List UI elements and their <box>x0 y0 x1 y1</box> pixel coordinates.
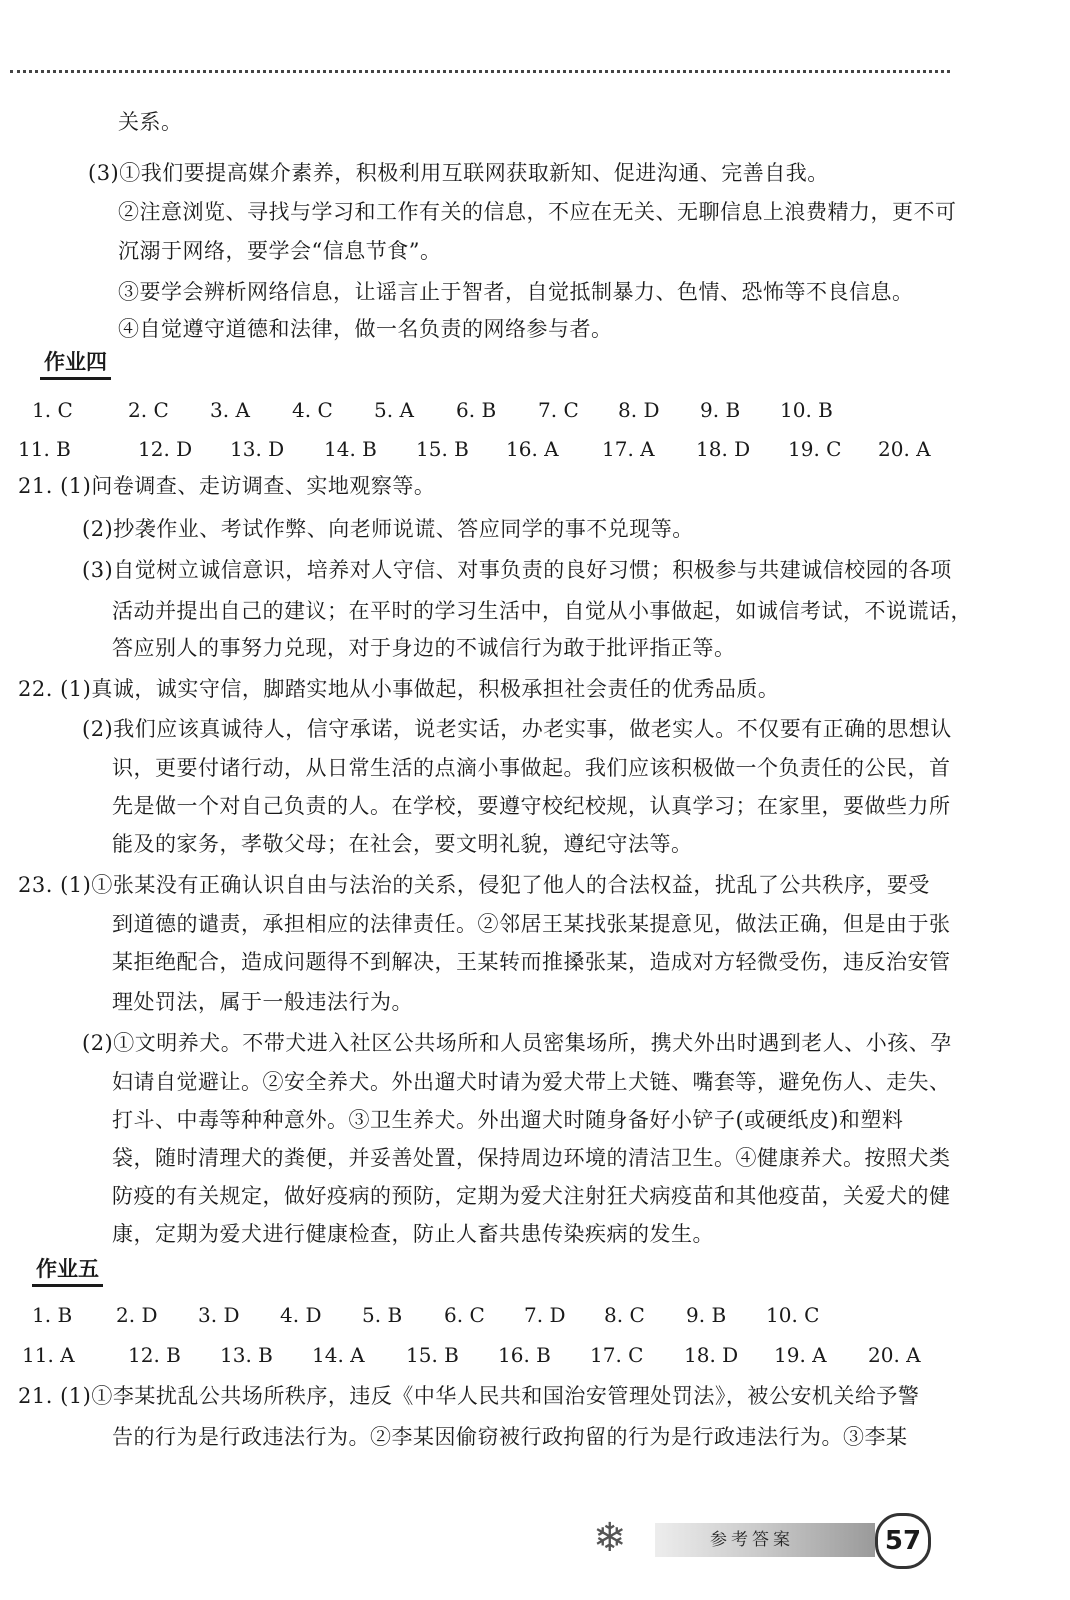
answer-item: 15. B <box>406 1343 459 1367</box>
snowflake-icon: ❄ <box>593 1515 627 1561</box>
text-line: 23. (1)①张某没有正确认识自由与法治的关系，侵犯了他人的合法权益，扰乱了公共秩序，要受 <box>18 873 930 897</box>
answer-item: 13. D <box>230 437 285 461</box>
answer-item: 17. C <box>590 1343 644 1367</box>
answer-item: 12. D <box>138 437 193 461</box>
answer-item: 2. C <box>128 398 169 422</box>
text-line: 答应别人的事努力兑现，对于身边的不诚信行为敢于批评指正等。 <box>112 636 736 660</box>
answer-row <box>30 393 950 427</box>
answer-item: 11. A <box>22 1343 75 1367</box>
text-line: 康，定期为爱犬进行健康检查，防止人畜共患传染疾病的发生。 <box>112 1222 714 1246</box>
answer-item: 15. B <box>416 437 469 461</box>
text-line: 22. (1)真诚，诚实守信，脚踏实地从小事做起，积极承担社会责任的优秀品质。 <box>18 677 780 701</box>
text-line: 沉溺于网络，要学会“信息节食”。 <box>118 239 442 263</box>
answer-item: 10. B <box>780 398 833 422</box>
answer-item: 18. D <box>696 437 751 461</box>
text-line: 防疫的有关规定，做好疫病的预防，定期为爱犬注射狂犬病疫苗和其他疫苗，关爱犬的健 <box>112 1184 951 1208</box>
answer-item: 9. B <box>700 398 741 422</box>
answer-item: 7. C <box>538 398 579 422</box>
text-line: 能及的家务，孝敬父母；在社会，要文明礼貌，遵纪守法等。 <box>112 832 693 856</box>
page-number: 57 <box>875 1513 931 1569</box>
answer-item: 1. B <box>32 1303 73 1327</box>
answer-item: 17. A <box>602 437 655 461</box>
text-line: ②注意浏览、寻找与学习和工作有关的信息，不应在无关、无聊信息上浪费精力，更不可 <box>118 200 957 224</box>
answer-item: 6. B <box>456 398 497 422</box>
answer-item: 11. B <box>18 437 71 461</box>
answer-item: 20. A <box>878 437 931 461</box>
answer-item: 12. B <box>128 1343 181 1367</box>
section-heading-hw4: 作业四 <box>40 347 111 380</box>
answer-item: 14. A <box>312 1343 365 1367</box>
text-line: 关系。 <box>118 110 183 134</box>
text-line: 妇请自觉避让。②安全养犬。外出遛犬时请为爱犬带上犬链、嘴套等，避免伤人、走失、 <box>112 1070 951 1094</box>
text-line: 21. (1)①李某扰乱公共场所秩序，违反《中华人民共和国治安管理处罚法》，被公安机关给予警 <box>18 1384 920 1408</box>
answer-item: 10. C <box>766 1303 820 1327</box>
text-line: 先是做一个对自己负责的人。在学校，要遵守校纪校规，认真学习；在家里，要做些力所 <box>112 794 951 818</box>
answer-item: 20. A <box>868 1343 921 1367</box>
answer-item: 8. C <box>604 1303 645 1327</box>
answer-item: 19. A <box>774 1343 827 1367</box>
answer-item: 5. B <box>362 1303 403 1327</box>
answer-item: 9. B <box>686 1303 727 1327</box>
dotted-divider <box>10 70 950 73</box>
answer-item: 19. C <box>788 437 842 461</box>
answer-item: 3. D <box>198 1303 240 1327</box>
text-line: (2)我们应该真诚待人，信守承诺，说老实话，办老实事，做老实人。不仅要有正确的思想认 <box>82 717 952 741</box>
text-line: (2)①文明养犬。不带犬进入社区公共场所和人员密集场所，携犬外出时遇到老人、小孩、孕 <box>82 1031 952 1055</box>
text-line: 告的行为是行政违法行为。②李某因偷窃被行政拘留的行为是行政违法行为。③李某 <box>112 1425 908 1449</box>
answer-item: 5. A <box>374 398 414 422</box>
text-line: 21. (1)问卷调查、走访调查、实地观察等。 <box>18 474 436 498</box>
answer-item: 8. D <box>618 398 660 422</box>
section-heading-hw5: 作业五 <box>32 1254 103 1287</box>
answer-item: 6. C <box>444 1303 485 1327</box>
answer-item: 2. D <box>116 1303 158 1327</box>
answer-row <box>18 432 950 466</box>
answer-item: 7. D <box>524 1303 566 1327</box>
text-line: 活动并提出自己的建议；在平时的学习生活中，自觉从小事做起，如诚信考试，不说谎话， <box>112 599 972 623</box>
answer-item: 16. B <box>498 1343 551 1367</box>
answer-item: 18. D <box>684 1343 739 1367</box>
text-line: 打斗、中毒等种种意外。③卫生养犬。外出遛犬时随身备好小铲子(或硬纸皮)和塑料 <box>112 1108 904 1132</box>
answer-item: 1. C <box>32 398 73 422</box>
text-line: 到道德的谴责，承担相应的法律责任。②邻居王某找张某提意见，做法正确，但是由于张 <box>112 912 951 936</box>
text-line: ④自觉遵守道德和法律，做一名负责的网络参与者。 <box>118 317 613 341</box>
answer-row <box>30 1298 950 1332</box>
text-line: 理处罚法，属于一般违法行为。 <box>112 990 413 1014</box>
footer-label: 参考答案 <box>710 1530 794 1550</box>
answer-item: 16. A <box>506 437 559 461</box>
answer-item: 13. B <box>220 1343 273 1367</box>
answer-item: 4. D <box>280 1303 322 1327</box>
text-line: (3)①我们要提高媒介素养，积极利用互联网获取新知、促进沟通、完善自我。 <box>88 161 829 185</box>
page-footer <box>575 1505 950 1575</box>
answer-item: 3. A <box>210 398 250 422</box>
answer-item: 4. C <box>292 398 333 422</box>
text-line: ③要学会辨析网络信息，让谣言止于智者，自觉抵制暴力、色情、恐怖等不良信息。 <box>118 280 914 304</box>
answer-item: 14. B <box>324 437 377 461</box>
text-line: 袋，随时清理犬的粪便，并妥善处置，保持周边环境的清洁卫生。④健康养犬。按照犬类 <box>112 1146 951 1170</box>
text-line: (2)抄袭作业、考试作弊、向老师说谎、答应同学的事不兑现等。 <box>82 517 694 541</box>
text-line: 识，更要付诸行动，从日常生活的点滴小事做起。我们应该积极做一个负责任的公民，首 <box>112 756 951 780</box>
text-line: (3)自觉树立诚信意识，培养对人守信、对事负责的良好习惯；积极参与共建诚信校园的各项 <box>82 558 952 582</box>
answer-row <box>22 1338 950 1372</box>
text-line: 某拒绝配合，造成问题得不到解决，王某转而推搡张某，造成对方轻微受伤，违反治安管 <box>112 950 951 974</box>
